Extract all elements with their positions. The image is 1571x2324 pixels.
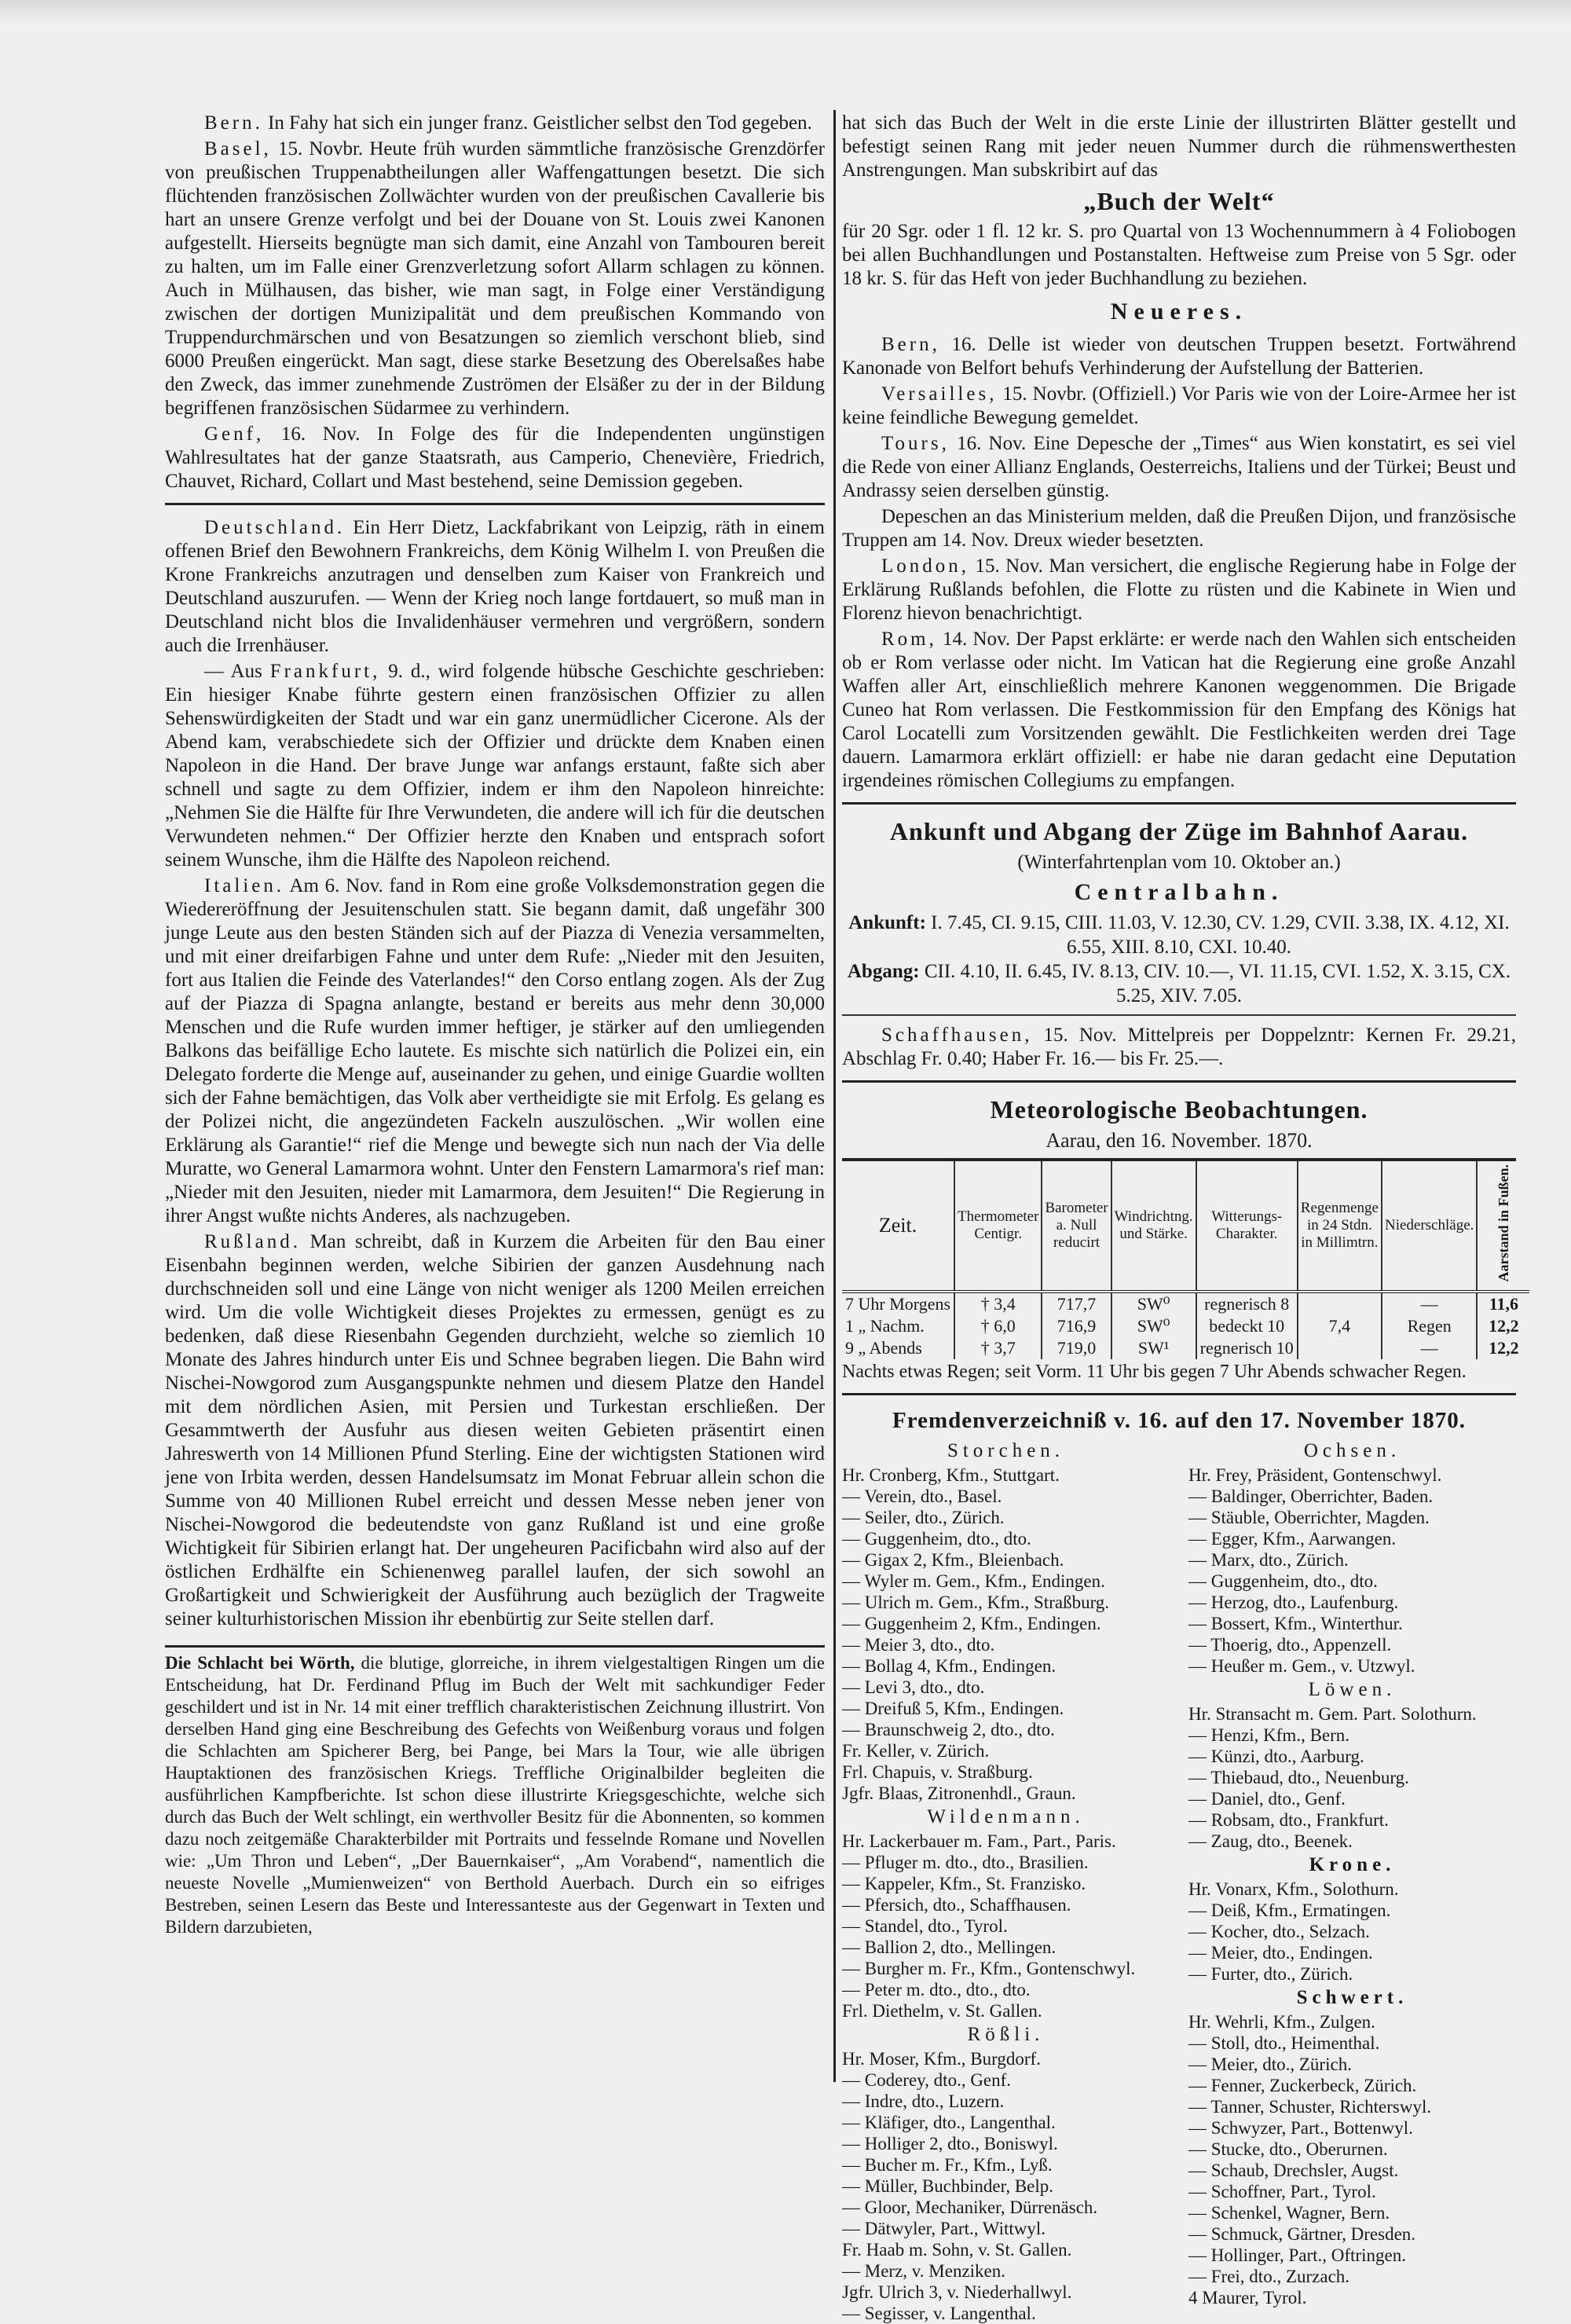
guest-entry: — Deiß, Kfm., Ermatingen. [1188,1900,1391,1920]
meteo-row [842,1337,1529,1359]
paragraph-text: Ein Herr Dietz, Lackfabrikant von Leipzig, räth in einem offenen Brief den Bewohnern Frankreichs, dem König Wilhelm I. von Preußen die Krone Frankreichs anzutragen und denselben zum Kaiser von Frankreich und Deutschland auszurufen. — Wenn der Krieg noch lange fortdauert, so muß man in Deutschland nicht blos die Invalidenhäuser vermehren und vergrößern, sondern auch die Irrenhäuser. [165,517,825,656]
guest-entry: — Bollag 4, Kfm., Endingen. [842,1655,1056,1676]
guest-entry: — Meier, dto., Zürich. [1188,2054,1352,2074]
news-paragraph [165,423,825,493]
ad-lead: Die Schlacht bei Wörth, [165,1653,355,1673]
railway-name: Centralbahn. [1074,879,1284,905]
news-paragraph [165,1230,825,1631]
guest-entry: — Kappeler, Kfm., St. Franzisko. [842,1873,1086,1893]
guest-entry: — Schoffner, Part., Tyrol. [1188,2181,1376,2201]
guest-entry: — Thoerig, dto., Appenzell. [1188,1634,1392,1655]
train-schedule [842,816,1516,1008]
dateline: Italien. [204,875,285,896]
guest-entry: — Stoll, dto., Heimenthal. [1188,2033,1380,2053]
guest-entry: — Thiebaud, dto., Neuenburg. [1188,1767,1409,1787]
dateline: Frankfurt, [269,661,381,682]
paragraph-text: 15. Nov. Man versichert, die englische Regierung habe in Folge der Erklärung Rußlands befohlen, die Flotte zu rüsten und die Kabinete in Wien und Florenz hievon benachrichtigt. [842,555,1516,624]
news-section-foreign [165,516,825,1631]
news-paragraph [165,660,825,872]
meteo-header [1298,1161,1382,1292]
meteo-cell-weather: regnerisch 8 [1196,1292,1298,1315]
guest-entry: — Pfluger m. dto., dto., Brasilien. [842,1852,1089,1872]
news-paragraph [842,432,1516,503]
guest-entry: — Schmuck, Gärtner, Dresden. [1188,2223,1416,2244]
guest-entry: — Baldinger, Oberrichter, Baden. [1188,1486,1434,1506]
arrival-times: I. 7.45, CI. 9.15, CIII. 11.03, V. 12.30, CV. 1.29, CVII. 3.38, IX. 4.12, XI. 6.55, XIII. 8.10, CXI. 10.40. [931,912,1510,958]
hotel-name: Schwert. [1296,1986,1408,2008]
paragraph-text: Depeschen an das Ministerium melden, daß die Preußen Dijon, und französische Truppen am 14. Nov. Dreux wieder besetzten. [842,506,1516,551]
guest-entry: — Gigax 2, Kfm., Bleienbach. [842,1549,1064,1570]
guest-entry: — Meier 3, dto., dto. [842,1634,995,1655]
guest-entry: — Schwyzer, Part., Bottenwyl. [1188,2117,1413,2138]
dateline: Genf, [204,423,265,445]
hotel-name: Löwen. [1308,1678,1397,1700]
paragraph-text: Man schreibt, daß in Kurzem die Arbeiten für den Bau einer Eisenbahn beginnen werden, welche Sibirien der ganzen Ausdehnung nach durchschneiden soll und eine Länge von nicht weniger als 1200 Meilen erreichen wird. Um die volle Wichtigkeit dieses Projektes zu ermessen, genügt es zu bedenken, daß diese Riesenbahn Gegenden durchzieht, welche so ziemlich 10 Monate des Jahres hindurch unter Eis und Schnee begraben liegen. Die Bahn wird Nischei-Nowgorod zum Ausgangspunkte nehmen und diesem Platze den Handel mit dem nördlichen Asien, mit Persien und Turkestan erschließen. Der Gesammtwerth der Ausfuhr aus diesen weiten Gebieten präsentirt einen Jahreswerth von 14 Millionen Pfund Sterling. Eine der wichtigsten Stationen wird jene von Irbita werden, dessen Handelsumsatz im Monat Februar allein schon die Summe von 40 Millionen Rubel erreicht und dessen Messe neben jener von Nischei-Nowgorod die bedeutendste von ganz Rußland ist und eine große Wichtigkeit für Sibirien erlangt hat. Der ungeheuren Pacificbahn wird also auf der östlichen Erdhälfte ein Schienenweg parallel laufen, der sich sowohl an Großartigkeit und Schwierigkeit der Ausführung auch bezüglich der Tragweite seiner kulturhistorischen Mission ihr ebenbürtig zur Seite stellen darf. [165,1231,825,1629]
guest-entry: — Hollinger, Part., Oftringen. [1188,2245,1406,2265]
dateline: Bern, [881,334,940,355]
arrival-label: Ankunft: [848,912,926,933]
news-paragraph [165,874,825,1228]
guest-entry: — Bucher m. Fr., Kfm., Lyß. [842,2154,1053,2175]
meteo-header [1111,1161,1196,1292]
news-heading: Neueres. [1110,299,1248,324]
meteo-header-label: Witterungs-Charakter. [1211,1208,1283,1242]
departure-line [842,959,1516,1008]
guest-entry: — Indre, dto., Luzern. [842,2091,1005,2111]
guest-entry: Jgfr. Ulrich 3, v. Niederhallwyl. [842,2282,1072,2302]
news-paragraph [165,112,825,135]
dateline: Bern. [204,112,263,134]
guest-entry: — Daniel, dto., Genf. [1188,1788,1346,1809]
hotel-name: Storchen. [947,1439,1065,1461]
meteo-header [1042,1161,1111,1292]
meteo-header [1477,1161,1529,1292]
guest-entry: — Schaub, Drechsler, Augst. [1188,2160,1399,2180]
ad-text: die blutige, glorreiche, in ihrem vielgestaltigen Ringen um die Entscheidung, hat Dr. Ferdinand Pflug im Buch der Welt mit sachkundiger Feder geschildert und ist in Nr. 14 mit einer trefflich charakteristischen Zeichnung illustrirt. Von derselben Hand ging eine Beschreibung des Gefechts von Weißenburg voraus und folgen die Schlachten am Spicherer Berg, bei Pange, bei Mars la Tour, wie alle übrigen Hauptaktionen des französischen Kriegs. Treffliche Originalbilder begleiten die ausführlichen Kampfberichte. Ist schon diese illustrirte Kriegsgeschichte, welche sich durch das Buch der Welt schlingt, ein werthvoller Besitz für die Abonnenten, so kommen dazu noch zeitgemäße Charakterbilder mit Portraits und fesselnde Romane und Novellen wie: „Um Thron und Leben“, „Der Bauernkaiser“, „Am Vorabend“, namentlich die neueste Novelle „Mumienweizen“ von Berthold Auerbach. Durch ein so eifriges Bestreben, seinen Lesern das Beste und Interessanteste aus der Gegenwart in Texten und Bildern darzubieten, [165,1653,825,1937]
guest-entry: — Verein, dto., Basel. [842,1486,1002,1506]
meteo-note: Nachts etwas Regen; seit Vorm. 11 Uhr bis gegen 7 Uhr Abends schwacher Regen. [842,1361,1467,1382]
meteo-header-label: Aarstand in Fußen. [1496,1164,1512,1282]
meteo-cell-level: 11,6 [1477,1292,1529,1315]
news-paragraph [165,137,825,420]
guest-entry: Fr. Keller, v. Zürich. [842,1740,990,1761]
meteo-header-label: Zeit. [878,1213,917,1237]
guest-entry: — Egger, Kfm., Aarwangen. [1188,1528,1397,1549]
guest-entry: Frl. Diethelm, v. St. Gallen. [842,2000,1042,2021]
guest-entry: — Tanner, Schuster, Richterswyl. [1188,2096,1432,2117]
right-column [842,112,1519,2324]
market-prices [842,1024,1516,1071]
guest-entry: — Wyler m. Gem., Kfm., Endingen. [842,1571,1105,1591]
guest-entry: — Schenkel, Wagner, Bern. [1188,2202,1390,2223]
meteo-header-label: Windrichtng. und Stärke. [1114,1208,1193,1242]
dateline: Rußland. [204,1231,301,1252]
guest-entry: Hr. Moser, Kfm., Burgdorf. [842,2048,1041,2069]
section-rule [842,1080,1516,1083]
guest-entry: — Pfersich, dto., Schaffhausen. [842,1894,1071,1915]
guest-entry: — Dätwyler, Part., Wittwyl. [842,2218,1046,2238]
guest-entry: — Seiler, dto., Zürich. [842,1507,1005,1527]
news-paragraph [842,505,1516,552]
meteo-subtitle: Aarau, den 16. November. 1870. [1046,1129,1313,1152]
meteo-cell-precip: Regen [1382,1315,1477,1337]
meteo-header [842,1161,954,1292]
train-subtitle: (Winterfahrtenplan vom 10. Oktober an.) [1017,852,1341,873]
meteo-cell-time: 1 „ Nachm. [845,1316,925,1336]
meteo-header [1382,1161,1477,1292]
advertisement-buch-der-welt [165,1645,825,1938]
departure-label: Abgang: [847,961,920,982]
section-rule [842,802,1516,805]
guest-entry: Hr. Stransacht m. Gem. Part. Solothurn. [1188,1703,1477,1724]
guest-entry: — Segisser, v. Langenthal. [842,2303,1036,2323]
meteo-cell-wind: SW¹ [1111,1337,1196,1359]
paragraph-text: In Fahy hat sich ein junger franz. Geistlicher selbst den Tod gegeben. [262,112,812,134]
meteo-cell-baro: 716,9 [1042,1315,1111,1337]
guest-entry: — Braunschweig 2, dto., dto. [842,1719,1055,1739]
hotel-name: Wildenmann. [927,1805,1085,1827]
dateline: Basel, [204,138,272,159]
meteo-cell-level: 12,2 [1477,1315,1529,1337]
guest-entry: — Heußer m. Gem., v. Utzwyl. [1188,1655,1415,1676]
guest-entry: — Ulrich m. Gem., Kfm., Straßburg. [842,1592,1110,1612]
meteo-title: Meteorologische Beobachtungen. [990,1095,1368,1124]
page-edge [0,0,1571,22]
guest-entry: — Levi 3, dto., dto. [842,1677,985,1697]
paragraph-text: 14. Nov. Der Papst erklärte: er werde nach den Wahlen sich entscheiden ob er Rom verlasse oder nicht. Im Vatican hat die Regierung eine große Anzahl Waffen aller Art, einschließlich mehrere Kanonen weggenommen. Die Brigade Cuneo hat Rom verlassen. Die Festkommission für den Empfang des Königs hat Carol Locatelli zum Vorsitzenden gewählt. Die Festlichkeiten werden drei Tage dauern. Lamarmora erklärt offiziell: er habe nie daran gedacht eine Deputation irgendeines römischen Collegiums zu empfangen. [842,629,1516,791]
meteo-cell-baro: 719,0 [1042,1337,1111,1359]
hotel-name: Rößli. [967,2023,1045,2045]
paragraph-text: 9. d., wird folgende hübsche Geschichte geschrieben: Ein hiesiger Knabe führte gestern einen französischen Offizier zu allen Sehenswürdigkeiten der Stadt und war ein ganz unermüdlicher Cicerone. Als der Abend kam, verabschiedete sich der Offizier und drückte dem Knaben einen Napoleon in die Hand. Der brave Junge war anfangs erstaunt, faßte sich aber schnell und sagte zu dem Offizier, indem er ihm den Napoleon hinreichte: „Nehmen Sie die Hälfte für Ihre Verwundeten, die andere will ich für die deutschen Verwundeten nehmen.“ Der Offizier herzte den Knaben und entsprach sofort seinem Wunsche, ihm die Hälfte des Napoleon reichend. [165,661,825,871]
guest-entry: — Bossert, Kfm., Winterthur. [1188,1613,1403,1633]
news-paragraph [165,516,825,658]
guest-list [842,1438,1516,2324]
latest-news [842,333,1516,793]
guest-entry: — Zaug, dto., Beenek. [1188,1831,1353,1851]
market-lead: Schaffhausen, [881,1025,1033,1046]
hotel-name: Krone. [1309,1853,1396,1875]
meteo-cell-weather: regnerisch 10 [1196,1337,1298,1359]
meteo-cell-wind: SW⁰ [1111,1292,1196,1315]
guest-entry: Fr. Haab m. Sohn, v. St. Gallen. [842,2239,1072,2260]
paragraph-text: 15. Novbr. Heute früh wurden sämmtliche französische Grenzdörfer von preußischen Truppenabtheilungen aller Waffengattungen besetzt. Die sich flüchtenden französischen Zollwächter wurden von der preußischen Cavallerie bis hart an unsere Grenze verfolgt und bei der Douane von St. Louis zwei Kanonen aufgestellt. Hierseits begnügte man sich damit, eine Anzahl von Tambouren bereit zu halten, um im Falle einer Grenzverletzung sofort Allarm schlagen zu können. Auch in Mülhausen, das bisher, wie man sagt, in Folge einer Verständigung zwischen der dortigen Munizipalität und dem preußischen Kommando von Truppendurchmärschen und von Besatzungen so ziemlich verschont blieb, sind 6000 Preußen eingerückt. Man sagt, diese starke Besetzung des Oberelsaßes habe den Zweck, das immer zunehmende Zuströmen der Elsäßer zu der in der Bildung begriffenen französischen Südarmee zu verhindern. [165,138,825,419]
column-divider [833,110,836,2082]
section-rule [842,1014,1516,1016]
guest-entry: — Guggenheim, dto., dto. [842,1528,1031,1549]
paragraph-text: 16. Delle ist wieder von deutschen Truppen besetzt. Fortwährend Kanonade von Belfort behufs Verhinderung der Aufstellung der Batterien. [842,334,1516,379]
meteo-header [954,1161,1042,1292]
ad-price: für 20 Sgr. oder 1 fl. 12 kr. S. pro Quartal von 13 Wochennummern à 4 Foliobogen bei allen Buchhandlungen und Postanstalten. Heftweise zum Preise von 5 Sgr. oder 18 kr. S. für das Heft von jeder Buchhandlung zu beziehen. [842,221,1516,289]
guest-entry: — Gloor, Mechaniker, Dürrenäsch. [842,2197,1098,2217]
departure-times: CII. 4.10, II. 6.45, IV. 8.13, CIV. 10.—, VI. 11.15, CVI. 1.52, X. 3.15, CX. 5.25, XIV. 7.05. [924,961,1511,1006]
guest-entry: Hr. Lackerbauer m. Fam., Part., Paris. [842,1831,1116,1851]
guest-entry: Jgfr. Blaas, Zitronenhdl., Graun. [842,1783,1076,1803]
guest-entry: — Robsam, dto., Frankfurt. [1188,1809,1389,1830]
dateline: Deutschland. [204,517,346,538]
meteo-cell-time: 7 Uhr Morgens [845,1294,951,1314]
guest-column-left [842,1438,1170,2324]
hotel-name: Ochsen. [1303,1439,1401,1461]
news-paragraph [842,333,1516,380]
ad-continuation: hat sich das Buch der Welt in die erste Linie der illustrirten Blätter gestellt und befestigt seinen Rang mit jeder neuen Nummer durch die rühmenswerthesten Anstrengungen. Man subskribirt auf das [842,112,1516,181]
dateline: Tours, [881,433,950,454]
guest-entry: — Coderey, dto., Genf. [842,2069,1012,2090]
guest-entry: Hr. Cronberg, Kfm., Stuttgart. [842,1464,1060,1485]
meteo-cell-rain: 7,4 [1298,1292,1382,1359]
guest-column-right [1188,1438,1516,2324]
meteo-cell-temp: † 3,7 [954,1337,1042,1359]
guest-entry: — Meier, dto., Endingen. [1188,1942,1373,1963]
guest-entry: — Henzi, Kfm., Bern. [1188,1725,1350,1745]
meteo-header-label: Niederschläge. [1384,1216,1474,1233]
meteo-header [1196,1161,1298,1292]
guest-entry: — Stucke, dto., Oberurnen. [1188,2139,1388,2159]
guest-entry: — Guggenheim, dto., dto. [1188,1571,1378,1591]
guest-entry: — Dreifuß 5, Kfm., Endingen. [842,1698,1064,1718]
meteo-section [842,1094,1519,1384]
guest-list-title: Fremdenverzeichniß v. 16. auf den 17. November 1870. [892,1407,1466,1433]
guest-entry: — Ballion 2, dto., Mellingen. [842,1937,1056,1957]
paragraph-text: Am 6. Nov. fand in Rom eine große Volksdemonstration gegen die Wiedereröffnung der Jesuitenschulen statt. Sie begann damit, daß ungefähr 300 junge Leute aus den besten Ständen sich auf der Piazza di Venezia versammelten, und mit einer dreifarbigen Fahne und unter dem Rufe: „Nieder mit den Jesuiten, fort aus Italien die Feinde des Vaterlandes!“ den Corso entlang zogen. Als der Zug auf der Piazza di Spagna anlangte, bestand er bereits aus mehr denn 30,000 Menschen und die Rufe wurden immer heftiger, je stärker auf den umliegenden Balkons das beifällige Echo lautete. Es mischte sich natürlich die Polizei ein, ein Delegato forderte die Menge auf, auseinander zu gehen, und einige Guardie wollten sich der Fahne bemächtigen, das Volk aber vertheidigte sie mit Erfolg. Es gelang es der Polizei nicht, die angezündeten Fackeln auszulöschen. „Wir wollen eine Erklärung als Garantie!“ rief die Menge und bewegte sich nun nach der Via delle Muratte, wo General Lamarmora wohnt. Unter den Fenstern Lamarmora's rief man: „Nieder mit den Jesuiten, nieder mit Lamarmora, dem Jesuiten!“ Die Regierung in ihrer Angst wußte nichts Anderes, als nachzugeben. [165,875,825,1226]
news-paragraph [842,383,1516,430]
guest-entry: — Frei, dto., Zurzach. [1188,2266,1350,2286]
meteo-cell-wind: SW⁰ [1111,1315,1196,1337]
arrival-line [842,911,1516,959]
guest-entry: — Holliger 2, dto., Boniswyl. [842,2133,1058,2154]
guest-entry: — Müller, Buchbinder, Belp. [842,2176,1054,2196]
news-section-switzerland [165,112,825,493]
guest-entry: — Künzi, dto., Aarburg. [1188,1746,1364,1766]
guest-entry: — Kläfiger, dto., Langenthal. [842,2112,1056,2132]
left-column [165,112,825,1941]
paragraph-prefix: — Aus [204,661,270,682]
meteo-table [842,1161,1529,1359]
paragraph-text: 16. Nov. Eine Depesche der „Times“ aus Wien konstatirt, es sei viel die Rede von einer Allianz Englands, Oesterreichs, Italiens und der Türkei; Beust und Andrassy seien derselben günstig. [842,433,1516,501]
meteo-cell-temp: † 3,4 [954,1292,1042,1315]
guest-entry: — Peter m. dto., dto., dto. [842,1979,1031,2000]
guest-entry: — Fenner, Zuckerbeck, Zürich. [1188,2075,1417,2095]
guest-entry: — Marx, dto., Zürich. [1188,1549,1349,1570]
meteo-cell-weather: bedeckt 10 [1196,1315,1298,1337]
section-rule [842,1393,1516,1395]
meteo-cell-precip: — [1382,1292,1477,1315]
guest-entry: Hr. Vonarx, Kfm., Solothurn. [1188,1879,1399,1899]
guest-entry: — Merz, v. Menziken. [842,2260,1005,2281]
meteo-cell-baro: 717,7 [1042,1292,1111,1315]
meteo-row [842,1292,1529,1315]
dateline: Rom, [881,629,937,650]
guest-entry: — Stäuble, Oberrichter, Magden. [1188,1507,1430,1527]
guest-entry: Hr. Frey, Präsident, Gontenschwyl. [1188,1464,1442,1485]
meteo-cell-level: 12,2 [1477,1337,1529,1359]
section-rule [165,503,825,505]
guest-entry: — Burgher m. Fr., Kfm., Gontenschwyl. [842,1958,1136,1978]
guest-entry: Frl. Chapuis, v. Straßburg. [842,1761,1033,1782]
paragraph-text: 15. Novbr. (Offiziell.) Vor Paris wie von der Loire-Armee her ist keine feindliche Bewegung gemeldet. [842,383,1516,428]
guest-entry: 4 Maurer, Tyrol. [1188,2287,1307,2308]
meteo-cell-temp: † 6,0 [954,1315,1042,1337]
guest-entry: — Herzog, dto., Laufenburg. [1188,1592,1399,1612]
guest-entry: — Furter, dto., Zürich. [1188,1963,1353,1984]
ad-title: „Buch der Welt“ [1083,187,1275,215]
guest-entry: — Kocher, dto., Selzach. [1188,1921,1370,1941]
meteo-cell-precip: — [1382,1337,1477,1359]
market-text: 15. Nov. Mittelpreis per Doppelzntr: Kernen Fr. 29.21, Abschlag Fr. 0.40; Haber Fr. 16.— bis Fr. 25.—. [842,1025,1516,1069]
news-paragraph [842,555,1516,625]
guest-entry: — Guggenheim 2, Kfm., Endingen. [842,1613,1101,1633]
meteo-row [842,1315,1529,1337]
guest-entry: Hr. Wehrli, Kfm., Zulgen. [1188,2011,1375,2032]
meteo-cell-time: 9 „ Abends [845,1338,922,1358]
meteo-header-label: Thermometer Centigr. [958,1208,1039,1242]
dateline: Versailles, [881,383,998,405]
news-paragraph [842,628,1516,793]
paragraph-text: 16. Nov. In Folge des für die Independenten ungünstigen Wahlresultates hat der ganze Staatsrath, aus Camperio, Chenevière, Friedrich, Chauvet, Richard, Collart und Mast bestehend, seine Demission gegeben. [165,423,825,492]
train-title: Ankunft und Abgang der Züge im Bahnhof Aarau. [889,817,1469,845]
meteo-header-label: Barometer a. Null reducirt [1045,1199,1108,1251]
meteo-header-label: Regenmenge in 24 Stdn. in Millimtrn. [1300,1199,1379,1251]
guest-entry: — Standel, dto., Tyrol. [842,1915,1008,1936]
dateline: London, [881,555,970,577]
